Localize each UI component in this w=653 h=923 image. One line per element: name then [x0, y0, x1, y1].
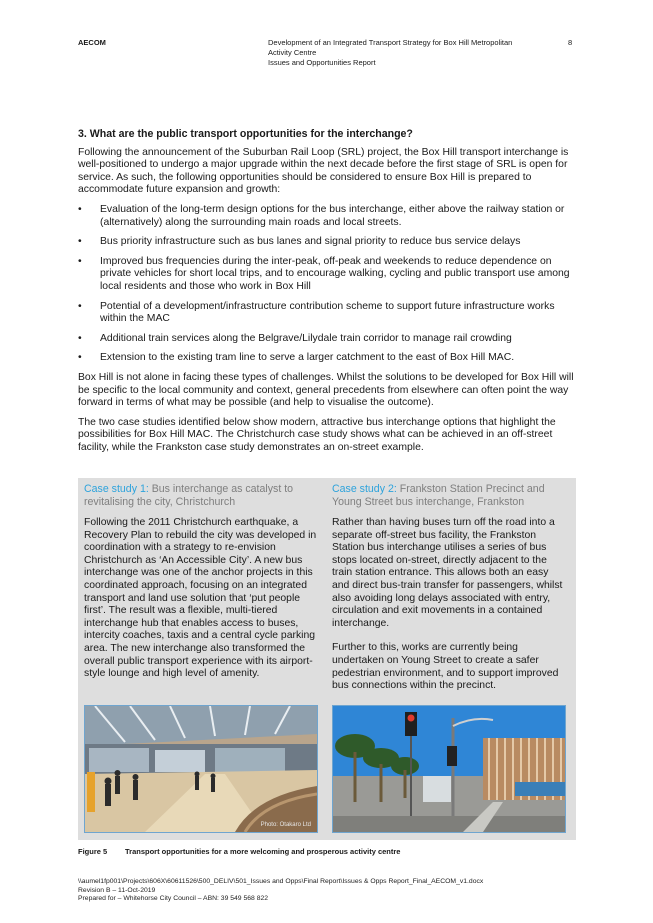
- case-study-paragraph: Rather than having buses turn off the road into a separate off-street bus facility, the Frankston Station bus interchange utilises a series of bus stops located on-street, directly adjacent to the train station entrance. This allows both an easy and direct bus-train transfer for passengers, whilst also avoiding long delays associated with entry, circulation and exit movements in a contained interchange.: [332, 517, 563, 629]
- bullet-icon: •: [78, 352, 82, 364]
- opportunity-list: [78, 204, 574, 365]
- case-study-christchurch: [84, 483, 320, 693]
- section-heading: 3. What are the public transport opportunities for the interchange?: [78, 128, 413, 140]
- report-title: [268, 38, 528, 68]
- bullet-icon: •: [78, 236, 82, 248]
- prepared-for: Prepared for – Whitehorse City Council – ABN: 39 549 568 822: [78, 895, 269, 903]
- report-title-line-1: Development of an Integrated Transport Strategy for Box Hill Metropolitan: [268, 38, 513, 47]
- list-item-text: Improved bus frequencies during the inter-peak, off-peak and weekends to reduce dependence on private vehicles for short local trips, and to encourage walking, cycling and public transport use among local residents and those who work in Box Hill: [100, 255, 570, 292]
- case-study-paragraph: Further to this, works are currently being undertaken on Young Street to create a safer pedestrian environment, and to support improved bus connections within the precinct.: [332, 642, 559, 692]
- list-item: [78, 333, 574, 346]
- list-item: [78, 301, 574, 326]
- bullet-icon: •: [78, 300, 82, 312]
- case-studies-panel: [78, 478, 576, 840]
- report-title-line-2: Activity Centre: [268, 48, 317, 57]
- main-content: [78, 128, 574, 461]
- christchurch-interchange-photo: [84, 705, 318, 833]
- case-study-label: Case study 1:: [84, 483, 149, 495]
- bullet-icon: •: [78, 255, 82, 267]
- page-number: 8: [568, 38, 573, 47]
- case-studies-intro-paragraph: The two case studies identified below show modern, attractive bus interchange options that highlight the possibilities for Box Hill MAC. The Christchurch case study shows what can be achieved in an off-street facility, while the Frankston case study demonstrates an on-street example.: [78, 416, 556, 453]
- list-item-text: Evaluation of the long-term design options for the bus interchange, either above the railway station or (alternatively) along the surrounding main roads and local streets.: [100, 203, 565, 228]
- bullet-icon: •: [78, 203, 82, 215]
- list-item-text: Extension to the existing tram line to serve a larger catchment to the east of Box Hill MAC.: [100, 352, 515, 364]
- intro-paragraph: Following the announcement of the Suburban Rail Loop (SRL) project, the Box Hill transport interchange is well-positioned to undergo a major upgrade within the next decade before the first stage of SRL is open for service. As such, the following opportunities should be considered to ensure Box Hill is prepared to accommodate future expansion and growth:: [78, 146, 569, 196]
- case-study-paragraph: Following the 2011 Christchurch earthquake, a Recovery Plan to rebuild the city was developed in coordination with a strategy to re-envision Christchurch as ‘An Accessible City’. A new bus interchange was one of the anchor projects in this coordinated approach, focusing on an integrated transport and land use solution that ‘put people first’. The result was a flexible, multi-tiered interchange hub that enables access to buses, intercity coaches, taxis and a central cycle parking area. The new interchange also transformed the overall public transport experience with its airport-style lounge and high level of amenity.: [84, 517, 317, 680]
- list-item-text: Potential of a development/infrastructure contribution scheme to support future infrastructure works within the MAC: [100, 300, 555, 325]
- bullet-icon: •: [78, 332, 82, 344]
- street-scene-illustration: [333, 706, 565, 832]
- list-item: [78, 256, 574, 294]
- interchange-interior-illustration: [85, 706, 317, 832]
- case-study-frankston: [332, 483, 568, 705]
- photo-credit: Photo: Otakaro Ltd: [260, 822, 311, 828]
- case-study-title: Frankston Station Precinct and Young Street bus interchange, Frankston: [332, 483, 545, 508]
- case-study-body: [332, 517, 568, 693]
- list-item: [78, 352, 574, 365]
- case-study-body: [84, 517, 320, 681]
- frankston-street-photo: [332, 705, 566, 833]
- case-study-label: Case study 2:: [332, 483, 397, 495]
- list-item: [78, 236, 574, 249]
- page-footer: [78, 878, 483, 904]
- figure-caption-text: Transport opportunities for a more welcoming and prosperous activity centre: [125, 847, 401, 856]
- company-name: AECOM: [78, 38, 106, 47]
- case-study-heading: [84, 483, 320, 517]
- case-study-title: Bus interchange as catalyst to revitalising the city, Christchurch: [84, 483, 294, 508]
- figure-caption: [78, 847, 400, 856]
- document-path: \\aumel1fp001\Projects\606X\60611526\500_DELIV\501_Issues and Opps\Final Report\Issues & Opps Report_Final_AECOM_v1.docx: [78, 878, 484, 885]
- list-item-text: Bus priority infrastructure such as bus lanes and signal priority to reduce bus service delays: [100, 236, 521, 248]
- case-study-heading: [332, 483, 568, 517]
- precedents-paragraph: Box Hill is not alone in facing these types of challenges. Whilst the solutions to be developed for Box Hill will be specific to the local community and context, general precedents from elsewhere can often point the way forward in terms of what may be possible (and help to visualise the outcome).: [78, 371, 574, 409]
- list-item-text: Additional train services along the Belgrave/Lilydale train corridor to manage rail crowding: [100, 332, 512, 344]
- report-title-line-3: Issues and Opportunities Report: [268, 58, 376, 67]
- document-revision: Revision B – 11-Oct-2019: [78, 886, 156, 894]
- figure-number: Figure 5: [78, 847, 108, 856]
- list-item: [78, 204, 574, 229]
